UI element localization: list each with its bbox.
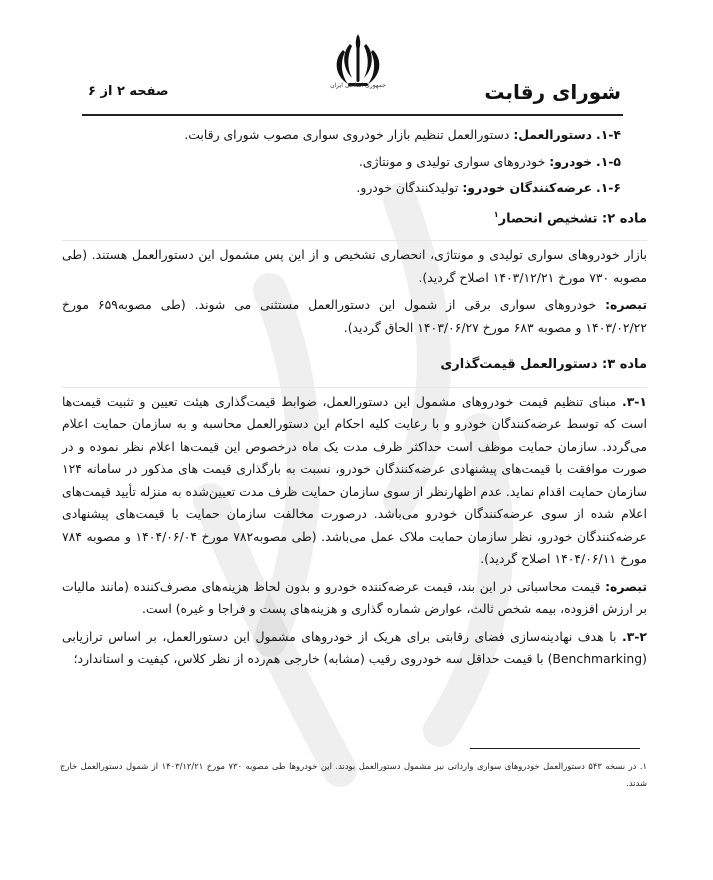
iran-emblem-logo [330,30,386,102]
note-text: خودروهای سواری برقی از شمول این دستورالعمل مستثنی می شوند. (طی مصوبه۶۵۹ مورخ ۱۴۰۳/۰۲/۲۲ و مصوبه ۶۸۳ مورخ ۱۴۰۳/۰۶/۲۷ الحاق گردید). [62,297,647,335]
article-2-note [62,294,647,339]
footnote-ref[interactable]: ۱ [493,209,499,219]
footnote-divider [470,748,640,749]
emblem-caption: جمهوری اسلامی ایران [330,82,386,89]
article-3-heading [62,354,647,377]
item-number: ۱-۵. [596,153,621,169]
paragraph-number: ۳-۱. [622,393,647,409]
article-2-heading [62,204,647,231]
article-3-note [62,576,647,621]
paragraph-text: با هدف نهادینه‌سازی فضای رقابتی برای هریک از خودروهای مشمول این دستورالعمل، بر اساس ترازیابی (Benchmarking) با قیمت حداقل سه خودروی رقیب (مشابه) خارجی هم‌رده از نظر کلاس، کیفیت و استاندارد؛ [62,628,647,667]
paragraph-number: ۳-۲. [622,628,647,644]
paragraph-text: مبنای تنظیم قیمت خودروهای مشمول این دستورالعمل، ضوابط قیمت‌گذاری هیئت تعیین و تثبیت قیمت‌ها است که توسط عرضه‌کنندگان خودرو و با رعایت کلیه احکام این دستورالعمل محاسبه و به سازمان حمایت اعلام می‌گردد. سازمان حمایت موظف است حداکثر ظرف مدت یک ماه درخصوص این قیمت‌ها اعلام نظر نموده و در صورت موافقت با قیمت‌های پیشنهادی عرضه‌کنندگان خودرو، نسبت به بارگذاری قیمت های مذکور در سامانه ۱۲۴ سازمان حمایت اقدام نماید. عدم اظهارنظر از سوی سازمان حمایت ظرف مدت تعیین‌شده به منزله تأیید قیمت‌های اعلام شده از سوی عرضه‌کنندگان خودرو می‌باشد. درصورت مخالفت سازمان حمایت با قیمت‌های پیشنهادی عرضه‌کنندگان خودرو، نظر سازمان حمایت ملاک عمل می‌باشد. (طی مصوبه۷۸۲ مورخ ۱۴۰۴/۰۶/۰۴ و مصوبه ۷۸۴ مورخ ۱۴۰۴/۰۶/۱۱ اصلاح گردید). [62,393,647,567]
item-number: ۱-۴. [596,127,621,142]
definition-item [62,177,647,200]
article-2-paragraph: بازار خودروهای سواری تولیدی و مونتاژی، انحصاری تشخیص و از این پس مشمول این دستورالعمل هستند. (طی مصوبه ۷۳۰ مورخ ۱۴۰۳/۱۲/۲۱ اصلاح گردید). [62,240,647,289]
article-3-paragraph-2 [62,626,647,671]
item-text: تولیدکنندگان خودرو. [356,180,459,195]
page-title: شورای رقابت [484,80,621,104]
item-term: عرضه‌کنندگان خودرو: [462,180,593,195]
item-text: خودروهای سواری تولیدی و مونتاژی. [358,153,546,169]
page-number: صفحه ۲ از ۶ [88,84,169,99]
note-label: تبصره: [605,297,647,313]
article-3-title: ماده ۳: دستورالعمل قیمت‌گذاری [440,357,647,373]
item-term: دستورالعمل: [513,127,593,142]
item-term: خودرو: [549,153,593,169]
note-label: تبصره: [605,578,647,594]
footnote: ۱. در نسخه ۵۴۳ دستورالعمل خودروهای سواری وارداتی نیز مشمول دستورالعمل بودند. این خودروها طی مصوبه ۷۳۰ مورخ ۱۴۰۳/۱۲/۲۱ از شمول دستورالعمل خارج شدند. [60,761,648,788]
definition-item [62,151,647,174]
article-3-paragraph-1 [62,387,647,571]
article-2-title: ماده ۲: تشخیص انحصار [498,210,647,226]
document-body [62,124,647,676]
item-text: دستورالعمل تنظیم بازار خودروی سواری مصوب شورای رقابت. [184,127,510,142]
item-number: ۱-۶. [596,180,621,195]
note-text: قیمت محاسباتی در این بند، قیمت عرضه‌کننده خودرو و بدون لحاظ هزینه‌های مصرف‌کننده (مانند مالیات بر ارزش افزوده، بیمه شخص ثالث، عوارض شماره گذاری و هزینه‌های پست و فراجا و غیره) است. [62,578,647,617]
definition-item [62,124,647,147]
header-divider [82,114,623,116]
